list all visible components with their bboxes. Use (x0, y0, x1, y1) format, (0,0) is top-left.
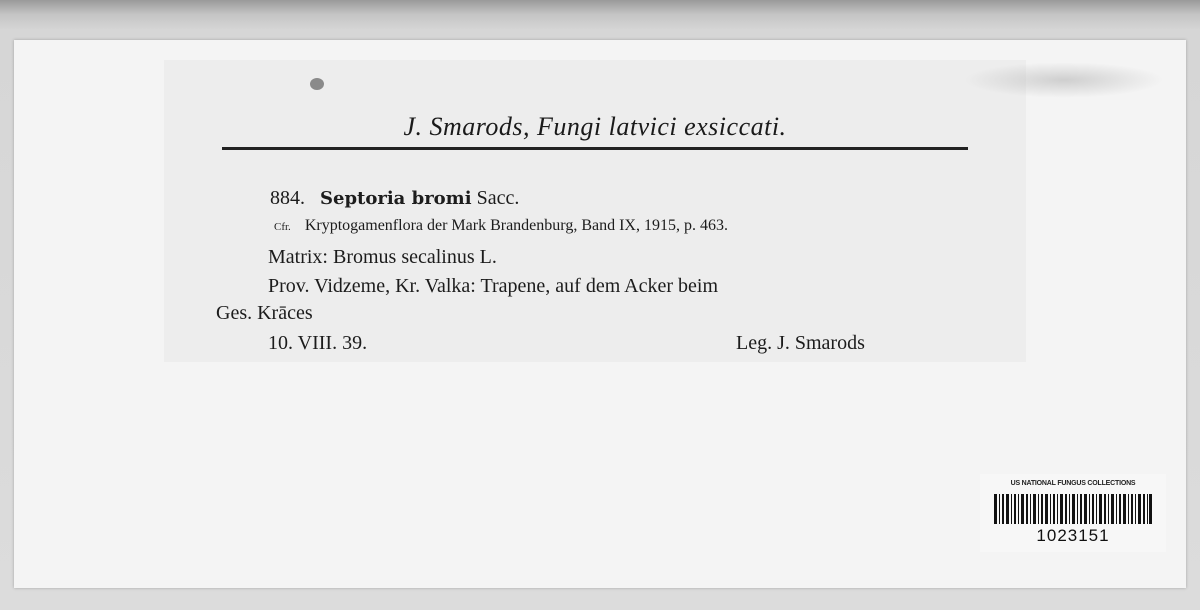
locality-line-2: Ges. Krāces (216, 302, 313, 324)
barcode-icon (994, 494, 1152, 524)
reference-text: Kryptogamenflora der Mark Brandenburg, Band IX, 1915, p. 463. (304, 217, 728, 234)
specimen-label (164, 60, 1026, 362)
heading-rule (222, 147, 968, 150)
barcode-institution: US NATIONAL FUNGUS COLLECTIONS (1010, 480, 1136, 487)
pin-mark (310, 78, 324, 90)
locality-line-1: Prov. Vidzeme, Kr. Valka: Trapene, auf dem Acker beim (268, 275, 718, 297)
species-author: Sacc. (476, 187, 520, 209)
label-heading: J. Smarods, Fungi latvici exsiccati. (403, 112, 787, 141)
exsiccata-number: 884. (270, 187, 305, 209)
matrix-line: Matrix: Bromus secalinus L. (268, 246, 497, 268)
stain-mark (964, 62, 1164, 98)
barcode-label (980, 474, 1166, 552)
herbarium-sheet (14, 40, 1186, 588)
species-name: Septoria bromi (320, 188, 472, 209)
barcode-number: 1023151 (1036, 526, 1110, 545)
collector: Leg. J. Smarods (736, 332, 865, 354)
cfr-abbrev: Cfr. (274, 221, 291, 233)
species-line (270, 187, 519, 210)
collection-date: 10. VIII. 39. (268, 332, 368, 354)
reference-line (274, 217, 728, 235)
